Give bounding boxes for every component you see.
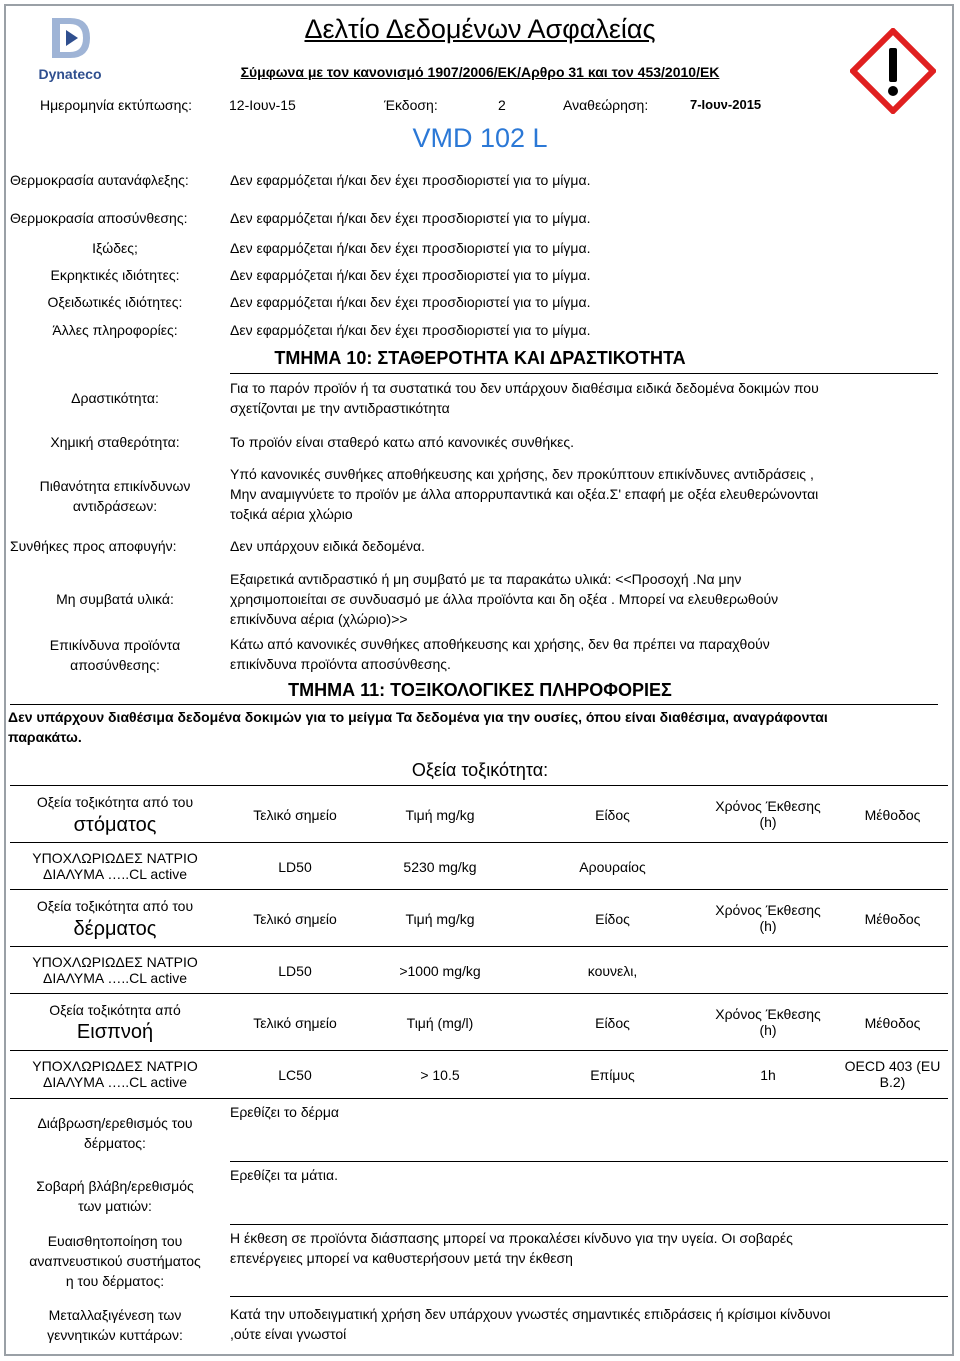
hazardous-label-line: αντιδράσεων: (72, 498, 158, 514)
prop-label-other: Άλλες πληροφορίες: (52, 322, 178, 338)
prop-value-other: Δεν εφαρμόζεται ή/και δεν έχει προσδιοριστεί για το μίγμα. (230, 322, 591, 338)
intro-line: Δεν υπάρχουν διαθέσιμα δεδομένα δοκιμών για το μείγμα Τα δεδομένα για την ουσίες, όπου είναι διαθέσιμα, αναγράφονται (8, 709, 828, 725)
inhal-endpoint: LC50 (278, 1067, 312, 1083)
logo-text: Dynateco (38, 66, 102, 82)
eye-label-line: Σοβαρή βλάβη/ερεθισμός (36, 1178, 194, 1194)
oral-species: Αρουραίος (579, 859, 646, 875)
dermal-header-time-line: (h) (759, 918, 777, 934)
reactivity-text (230, 378, 950, 418)
dermal-value: >1000 mg/kg (399, 963, 481, 979)
prop-value-explosive: Δεν εφαρμόζεται ή/και δεν έχει προσδιοριστεί για το μίγμα. (230, 267, 591, 283)
oral-header-method: Μέθοδος (864, 807, 921, 823)
decomposition-products-text (230, 634, 950, 674)
inhal-header-time-line: (h) (759, 1022, 777, 1038)
prop-label-viscosity: Ιξώδες; (92, 240, 138, 256)
muta-label-line: Μεταλλαξιγένεση των (48, 1307, 182, 1323)
avoid-text: Δεν υπάρχουν ειδικά δεδομένα. (230, 538, 425, 554)
decomp-line: Κάτω από κανονικές συνθήκες αποθήκευσης και χρήσης, δεν θα πρέπει να παραχθούν (230, 636, 770, 652)
incompatible-label: Μη συμβατά υλικά: (56, 591, 174, 607)
inhal-header-method: Μέθοδος (864, 1015, 921, 1031)
prop-label-oxidizing: Οξειδωτικές ιδιότητες: (47, 294, 183, 310)
prop-value-decomposition: Δεν εφαρμόζεται ή/και δεν έχει προσδιοριστεί για το μίγμα. (230, 210, 591, 226)
reactivity-line: σχετίζονται με την αντιδραστικότητα (230, 400, 450, 416)
dermal-header-time (706, 902, 830, 934)
oral-header-species: Είδος (595, 807, 630, 823)
dermal-substance-line: ΥΠΟΧΛΩΡΙΩΔΕΣ ΝΑΤΡΙΟ (32, 954, 198, 970)
hazardous-line: τοξικά αέρια χλώριο (230, 506, 353, 522)
product-name: VMD 102 L (412, 123, 548, 153)
skin-irritation-text: Ερεθίζει το δέρμα (230, 1104, 340, 1120)
hazardous-reactions-label (10, 476, 220, 516)
acute-toxicity-title: Οξεία τοξικότητα: (411, 760, 549, 780)
print-date-label: Ημερομηνία εκτύπωσης: (40, 97, 192, 113)
dermal-substance (10, 954, 220, 986)
version: 2 (498, 97, 506, 113)
print-date: 12-Ιουν-15 (229, 97, 296, 113)
hazardous-label-line: Πιθανότητα επικίνδυνων (39, 478, 191, 494)
oral-value: 5230 mg/kg (403, 859, 477, 875)
oral-substance (10, 850, 220, 882)
skin-label-line: Διάβρωση/ερεθισμός του (37, 1115, 193, 1131)
reactivity-label: Δραστικότητα: (71, 390, 159, 406)
decomp-line: επικίνδυνα προϊόντα αποσύνθεσης. (230, 656, 451, 672)
revision-date: 7-Ιουν-2015 (690, 97, 762, 112)
muta-label-line: γεννητικών κυττάρων: (47, 1327, 183, 1343)
decomp-label-line: Επικίνδυνα προϊόντα (49, 637, 181, 653)
inhal-method-line: B.2) (879, 1074, 906, 1090)
dermal-substance-line: ΔΙΑΛΥΜΑ …..CL active (43, 970, 187, 986)
hazardous-reactions-text (230, 464, 950, 524)
hazardous-line: Υπό κανονικές συνθήκες αποθήκευσης και χρήσης, δεν προκύπτουν επικίνδυνες αντιδράσεις , (230, 466, 814, 482)
sens-line: Η έκθεση σε προϊόντα διάσπασης μπορεί να προκαλέσει κίνδυνο για την υγεία. Οι σοβαρές (230, 1230, 793, 1246)
dermal-species: κουνελι, (587, 963, 638, 979)
eye-label-line: των ματιών: (78, 1198, 152, 1214)
dermal-header-endpoint: Τελικό σημείο (253, 911, 337, 927)
section-10-title: ΤΜΗΜΑ 10: ΣΤΑΘΕΡΟΤΗΤΑ ΚΑΙ ΔΡΑΣΤΙΚΟΤΗΤΑ (274, 348, 686, 368)
inhal-header-species: Είδος (595, 1015, 630, 1031)
route-inhalation-line2: Εισπνοή (76, 1021, 154, 1043)
document-title: Δελτίο Δεδομένων Ασφαλείας (304, 14, 656, 44)
inhal-header-value: Τιμή (mg/l) (406, 1015, 474, 1031)
dermal-endpoint: LD50 (278, 963, 312, 979)
inhal-method-line: OECD 403 (EU (844, 1058, 941, 1074)
reactivity-line: Για το παρόν προϊόν ή τα συστατικά του δεν υπάρχουν διαθέσιμα ειδικά δεδομένα δοκιμών που (230, 380, 819, 396)
section-11-intro (8, 707, 948, 747)
eye-damage-text: Ερεθίζει τα μάτια. (230, 1167, 338, 1183)
section-11-title: ΤΜΗΜΑ 11: ΤΟΞΙΚΟΛΟΓΙΚΕΣ ΠΛΗΡΟΦΟΡΙΕΣ (288, 680, 672, 700)
sens-line: επενέργειες μπορεί να καθυστερήσουν μετά την έκθεση (230, 1250, 573, 1266)
hazardous-line: Μην αναμιγνύετε το προϊόν με άλλα απορρυπαντικά και οξέα.Σ' επαφή με οξέα ελευθερώνονται (230, 486, 819, 502)
inhal-header-time (706, 1006, 830, 1038)
oral-substance-line: ΥΠΟΧΛΩΡΙΩΔΕΣ ΝΑΤΡΙΟ (32, 850, 198, 866)
muta-line: Κατά την υποδειγματική χρήση δεν υπάρχουν γνωστές σημαντικές επιδράσεις ή κρίσιμοι κίνδυνοι (230, 1306, 831, 1322)
mutagenicity-label (10, 1305, 220, 1345)
prop-value-oxidizing: Δεν εφαρμόζεται ή/και δεν έχει προσδιοριστεί για το μίγμα. (230, 294, 591, 310)
oral-header-time-line: Χρόνος Έκθεσης (715, 798, 821, 814)
route-oral-line1: Οξεία τοξικότητα από του (36, 794, 194, 810)
stability-text: Το προϊόν είναι σταθερό κατω από κανονικές συνθήκες. (230, 434, 575, 450)
skin-irritation-label (10, 1113, 220, 1153)
oral-header-endpoint: Τελικό σημείο (253, 807, 337, 823)
oral-substance-line: ΔΙΑΛΥΜΑ …..CL active (43, 866, 187, 882)
route-inhalation-line1: Οξεία τοξικότητα από (49, 1002, 181, 1018)
logo-mark-icon (30, 14, 110, 66)
inhal-substance-line: ΥΠΟΧΛΩΡΙΩΔΕΣ ΝΑΤΡΙΟ (32, 1058, 198, 1074)
incompatible-line: Εξαιρετικά αντιδραστικό ή μη συμβατό με τα παρακάτω υλικά: <<Προσοχή .Να μην (230, 571, 742, 587)
version-label: Έκδοση: (384, 97, 438, 113)
sensitisation-label (10, 1231, 220, 1291)
decomposition-products-label (10, 635, 220, 675)
oral-header-time (706, 798, 830, 830)
sens-label-line: αναπνευστικού συστήματος (29, 1253, 201, 1269)
inhal-header-endpoint: Τελικό σημείο (253, 1015, 337, 1031)
avoid-label: Συνθήκες προς αποφυγήν: (10, 538, 177, 554)
revision-label: Αναθεώρηση: (563, 97, 649, 113)
regulation-line: Σύμφωνα με τον κανονισμό 1907/2006/ΕΚ/Αρθρο 31 και τον 453/2010/ΕΚ (240, 64, 720, 80)
sens-label-line: η του δέρματος: (65, 1273, 165, 1289)
stability-label: Χημική σταθερότητα: (50, 434, 180, 450)
company-logo (30, 14, 110, 86)
eye-damage-label (10, 1176, 220, 1216)
oral-header-value: Τιμή mg/kg (405, 807, 475, 823)
inhal-method (835, 1058, 950, 1090)
skin-label-line: δέρματος: (84, 1135, 146, 1151)
prop-label-explosive: Εκρηκτικές ιδιότητες: (50, 267, 180, 283)
dermal-header-method: Μέθοδος (864, 911, 921, 927)
route-dermal-line1: Οξεία τοξικότητα από του (36, 898, 194, 914)
incompatible-line: χρησιμοποιείται σε συνδυασμό με άλλα προϊόντα και δη οξέα . Μπορεί να ελευθερωθούν (230, 591, 779, 607)
decomp-label-line: αποσύνθεσης: (70, 657, 160, 673)
inhal-substance-line: ΔΙΑΛΥΜΑ …..CL active (43, 1074, 187, 1090)
dermal-header-time-line: Χρόνος Έκθεσης (715, 902, 821, 918)
prop-label-decomposition: Θερμοκρασία αποσύνθεσης: (10, 210, 188, 226)
muta-line: ,ούτε είναι γνωστοί (230, 1326, 347, 1342)
route-dermal-line2: δέρματος (73, 918, 157, 940)
inhal-substance (10, 1058, 220, 1090)
route-oral-line2: στόματος (73, 814, 157, 836)
inhal-time: 1h (760, 1067, 776, 1083)
oral-header-time-line: (h) (759, 814, 777, 830)
incompatible-line: επικίνδυνα αέρια (χλώριο)>> (230, 611, 408, 627)
sens-label-line: Ευαισθητοποίηση του (47, 1233, 183, 1249)
dermal-header-value: Τιμή mg/kg (405, 911, 475, 927)
inhal-header-time-line: Χρόνος Έκθεσης (715, 1006, 821, 1022)
inhal-species: Επίμυς (590, 1067, 635, 1083)
incompatible-text (230, 569, 950, 629)
prop-label-autoignition: Θερμοκρασία αυτανάφλεξης: (10, 172, 189, 188)
prop-value-autoignition: Δεν εφαρμόζεται ή/και δεν έχει προσδιοριστεί για το μίγμα. (230, 172, 591, 188)
prop-value-viscosity: Δεν εφαρμόζεται ή/και δεν έχει προσδιοριστεί για το μίγμα. (230, 240, 591, 256)
intro-line: παρακάτω. (8, 729, 82, 745)
inhal-value: > 10.5 (420, 1067, 460, 1083)
oral-endpoint: LD50 (278, 859, 312, 875)
dermal-header-species: Είδος (595, 911, 630, 927)
mutagenicity-text (230, 1304, 952, 1344)
ghs-exclamation-icon (850, 28, 936, 114)
sensitisation-text (230, 1228, 950, 1268)
